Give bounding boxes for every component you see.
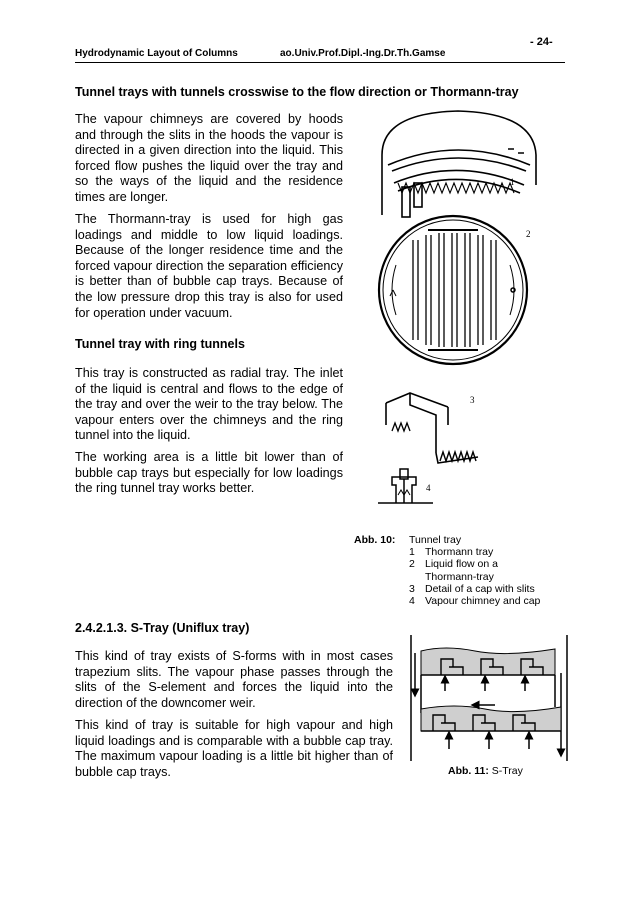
running-header-author: ao.Univ.Prof.Dipl.-Ing.Dr.Th.Gamse	[280, 48, 446, 59]
figure-11-title: S-Tray	[491, 765, 523, 777]
legend-item: 3 Detail of a cap with slits	[409, 582, 535, 595]
figure-11-label: Abb. 11:	[448, 765, 489, 777]
figure-10-legend	[409, 546, 540, 607]
figure-mark-1: 1	[510, 177, 515, 187]
figure-mark-4: 4	[426, 483, 431, 493]
section-heading-s-tray: 2.4.2.1.3. S-Tray (Uniflux tray)	[75, 621, 250, 635]
paragraph: This kind of tray exists of S-forms with in most cases trapezium slits. The vapour phase passes through the slits of the S-element and forces the liquid into the direction of the downcomer weir.	[75, 649, 393, 710]
paragraph: This tray is constructed as radial tray. The inlet of the liquid is central and flows to the edge of the tray and over the weir to the tray below. The vapour enters over the chimneys and the ring tunnel into the liquid.	[75, 366, 343, 443]
s-tray-figure	[405, 633, 573, 765]
paragraph: This kind of tray is suitable for high vapour and high liquid loadings and is comparable with a bubble cap tray. The maximum vapour loading is a little bit higher than of bubble cap trays.	[75, 718, 393, 779]
figure-mark-2: 2	[526, 229, 531, 239]
figure-mark-3: 3	[470, 395, 475, 405]
running-header-title: Hydrodynamic Layout of Columns	[75, 48, 238, 59]
legend-item: 1 Thormann tray	[409, 546, 494, 558]
paragraph: The vapour chimneys are covered by hoods and through the slits in the hoods the vapour is directed in a given direction into the liquid. This forced flow pushes the liquid over the tray and so the ways of the liquid and the residence times are longer.	[75, 112, 343, 204]
section-heading-thormann: Tunnel trays with tunnels crosswise to the flow direction or Thormann-tray	[75, 85, 519, 99]
legend-item: Thormann-tray	[425, 570, 494, 583]
liquid-flow-drawing	[379, 216, 527, 364]
thormann-tray-drawing	[382, 111, 536, 217]
header-rule	[75, 62, 565, 63]
section-heading-ring-tunnels: Tunnel tray with ring tunnels	[75, 337, 245, 351]
tunnel-tray-figure	[358, 105, 548, 525]
figure-10-label: Abb. 10:	[354, 534, 396, 546]
legend-item: 2 Liquid flow on a	[409, 558, 498, 571]
page-number: - 24-	[530, 36, 553, 48]
paragraph: The working area is a little bit lower than of bubble cap trays but especially for low loadings the ring tunnel tray works better.	[75, 450, 343, 496]
cap-slits-drawing	[386, 393, 478, 463]
paragraph: The Thormann-tray is used for high gas loadings and middle to low liquid loadings. Because of the longer residence time and the forced vapour direction the separation efficiency is better than of bubble cap trays. Because of the low pressure drop this tray is also for used for operation under vacuum.	[75, 212, 343, 320]
vapour-chimney-drawing	[378, 469, 433, 503]
figure-10-title: Tunnel tray	[409, 534, 462, 546]
figure-11-caption	[448, 765, 523, 777]
legend-item: 4 Vapour chimney and cap	[409, 595, 541, 608]
